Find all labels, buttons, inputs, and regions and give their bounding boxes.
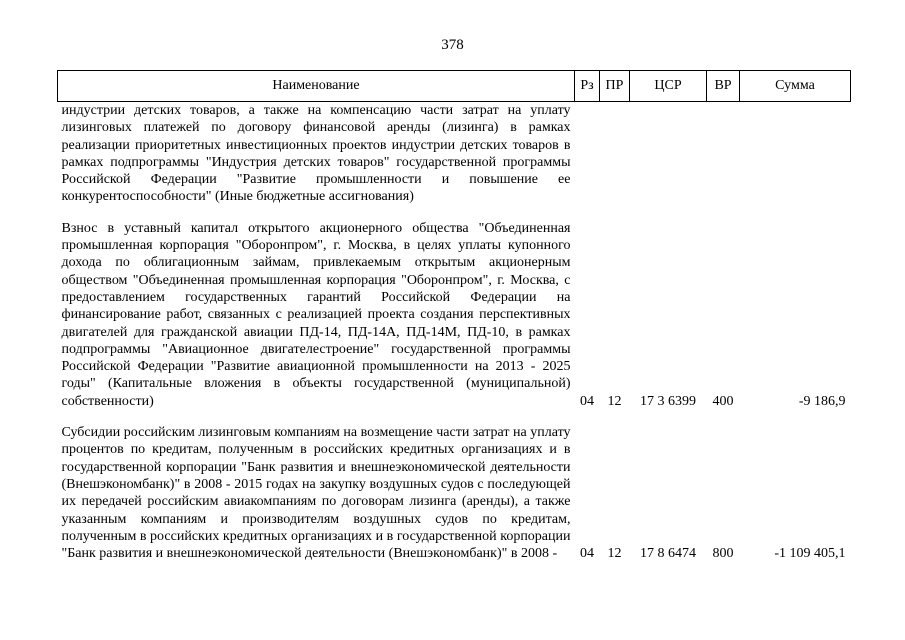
row-pr: 12 (607, 546, 622, 562)
row-vr: 400 (712, 393, 734, 409)
page-number: 378 (441, 37, 464, 53)
row-name: индустрии детских товаров, а также на компенсацию части затрат на уплату лизинговых платежей по договору финансовой аренды (лизинга) в рамках реализации приоритетных инвестиционных проектов индустрии детских товаров в рамках подпрограммы "Индустрия детских товаров" государственной программы Российской Федерации "Развитие промышленности и повышение ее конкурентоспособности" (Иные бюджетные ассигнования) (61, 103, 571, 205)
table-row (58, 220, 851, 410)
row-gap (58, 206, 851, 220)
row-gap (58, 410, 851, 424)
row-pr (600, 102, 630, 206)
row-pr: 12 (607, 393, 622, 409)
row-name: Субсидии российским лизинговым компаниям на возмещение части затрат на уплату процентов по кредитам, полученным в российских кредитных организациях и в государственной корпорации "Банк развития и внешнеэкономической деятельности (Внешэкономбанк)" в 2008 - 2015 годах на закупку воздушных судов с последующей их передачей российским авиакомпаниям по договорам лизинга (аренды), а также указанным компаниям и производителям воздушных судов по кредитам, полученным в российских кредитных организациях и в государственной корпорации "Банк развития и внешнеэкономической деятельности (Внешэкономбанк)" в 2008 - (61, 425, 571, 562)
row-vr (707, 102, 740, 206)
row-vr: 800 (712, 546, 734, 562)
row-rz: 04 (580, 546, 594, 562)
row-csr: 17 3 6399 (640, 393, 696, 409)
header-sum: Сумма (740, 71, 851, 102)
header-csr: ЦСР (630, 71, 707, 102)
table-row (58, 102, 851, 206)
row-sum: -1 109 405,1 (774, 546, 846, 562)
table-header-row (58, 71, 851, 102)
budget-table (57, 70, 851, 562)
row-csr: 17 8 6474 (640, 546, 696, 562)
row-rz: 04 (580, 393, 594, 409)
header-pr: ПР (600, 71, 630, 102)
row-sum: -9 186,9 (798, 393, 846, 409)
row-rz (575, 102, 600, 206)
header-rz: Рз (575, 71, 600, 102)
row-name: Взнос в уставный капитал открытого акционерного общества "Объединенная промышленная корпорация "Оборонпром", г. Москва, в целях уплаты купонного дохода по облигационным займам, привлекаемым открытым акционерным обществом "Объединенная промышленная корпорация "Оборонпром", г. Москва, с предоставлением государственных гарантий Российской Федерации на финансирование работ, связанных с реализацией проекта создания перспективных двигателей для гражданской авиации ПД-14, ПД-14А, ПД-14М, ПД-10, в рамках подпрограммы "Авиационное двигателестроение" государственной программы Российской Федерации "Развитие авиационной промышленности на 2013 - 2025 годы" (Капитальные вложения в объекты государственной (муниципальной) собственности) (61, 220, 571, 409)
row-csr (630, 102, 707, 206)
header-name: Наименование (58, 71, 575, 102)
table-row (58, 424, 851, 562)
row-sum (740, 102, 851, 206)
header-vr: ВР (707, 71, 740, 102)
